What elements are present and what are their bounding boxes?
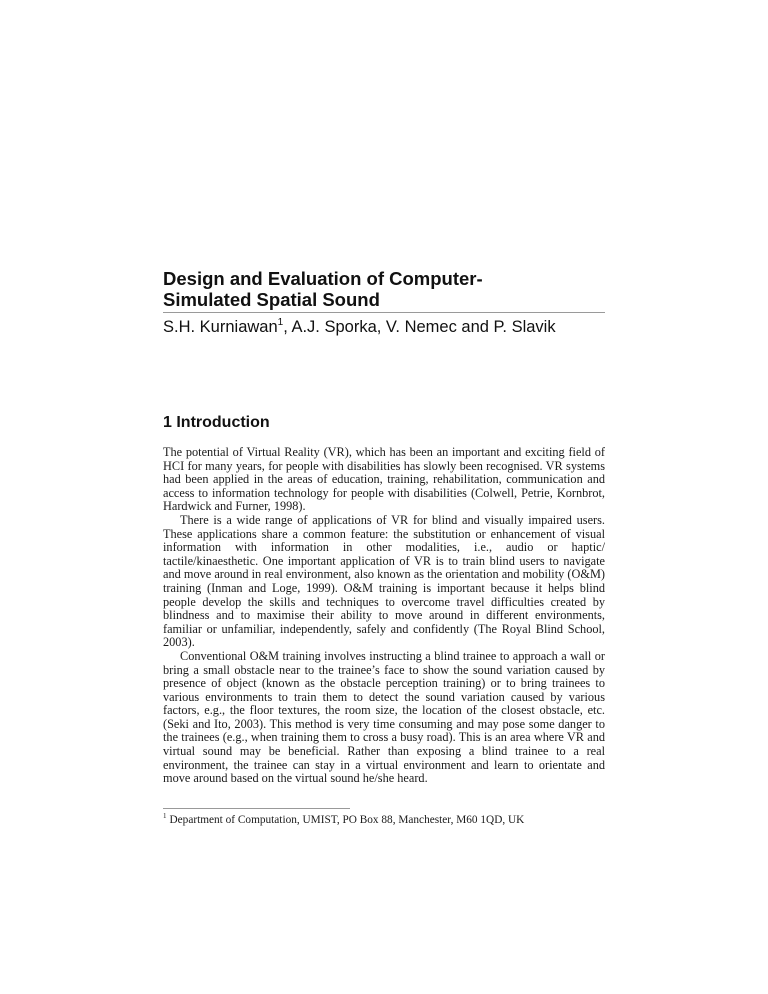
footnote-text: Department of Computation, UMIST, PO Box 88, Manchester, M60 1QD, UK — [169, 814, 525, 826]
footnote-mark: 1 — [277, 317, 284, 328]
paragraph: The potential of Virtual Reality (VR), which has been an important and exciting field of HCI for many years, for people with disabilities has slowly been recognised. VR systems had been applied in the areas of education, training, rehabilitation, communication and access to information technology for people with disabilities (Colwell, Petrie, Kornbrot, Hardwick and Furner, 1998). — [163, 445, 605, 514]
footnote-divider — [163, 808, 350, 809]
footnote — [163, 813, 605, 827]
other-authors: , A.J. Sporka, V. Nemec and P. Slavik — [283, 318, 556, 336]
paragraph: There is a wide range of applications of VR for blind and visually impaired users. These applications share a common feature: the substitution or enhancement of visual information with information in other modalities, i.e., audio or haptic/ tactile/kinaesthetic. One important application of VR is to train blind users to navigate and move around in real environment, also known as the orientation and mobility (O&M) training (Inman and Loge, 1999). O&M training is important because it helps blind people develop the skills and techniques to overcome travel difficulties created by blindness and to maximise their ability to move around in different environments, familiar or unfamiliar, independently, safely and confidently (The Royal Blind School, 2003). — [163, 512, 605, 650]
paper-title — [163, 268, 605, 310]
title-divider — [163, 312, 605, 313]
first-author: S.H. Kurniawan — [163, 318, 278, 336]
section-body — [163, 446, 605, 786]
section-heading: 1 Introduction — [163, 414, 270, 431]
footnote-number: 1 — [163, 812, 167, 820]
title-line-1: Design and Evaluation of Computer- — [163, 268, 483, 289]
paragraph: Conventional O&M training involves instructing a blind trainee to approach a wall or bring a small obstacle near to the trainee’s face to show the sound variation caused by presence of object (known as the obstacle perception training) or to bring trainees to various environments to train them to detect the sound variation caused by various factors, e.g., the floor textures, the room size, the location of the closest obstacle, etc. (Seki and Ito, 2003). This method is very time consuming and may pose some danger to the trainees (e.g., when training them to cross a busy road). This is an area where VR and virtual sound may be beneficial. Rather than exposing a blind trainee to a real environment, the trainee can stay in a virtual environment and learn to orientate and move around based on the virtual sound he/she heard. — [163, 648, 605, 786]
author-list — [163, 317, 605, 337]
title-line-2: Simulated Spatial Sound — [163, 289, 380, 310]
